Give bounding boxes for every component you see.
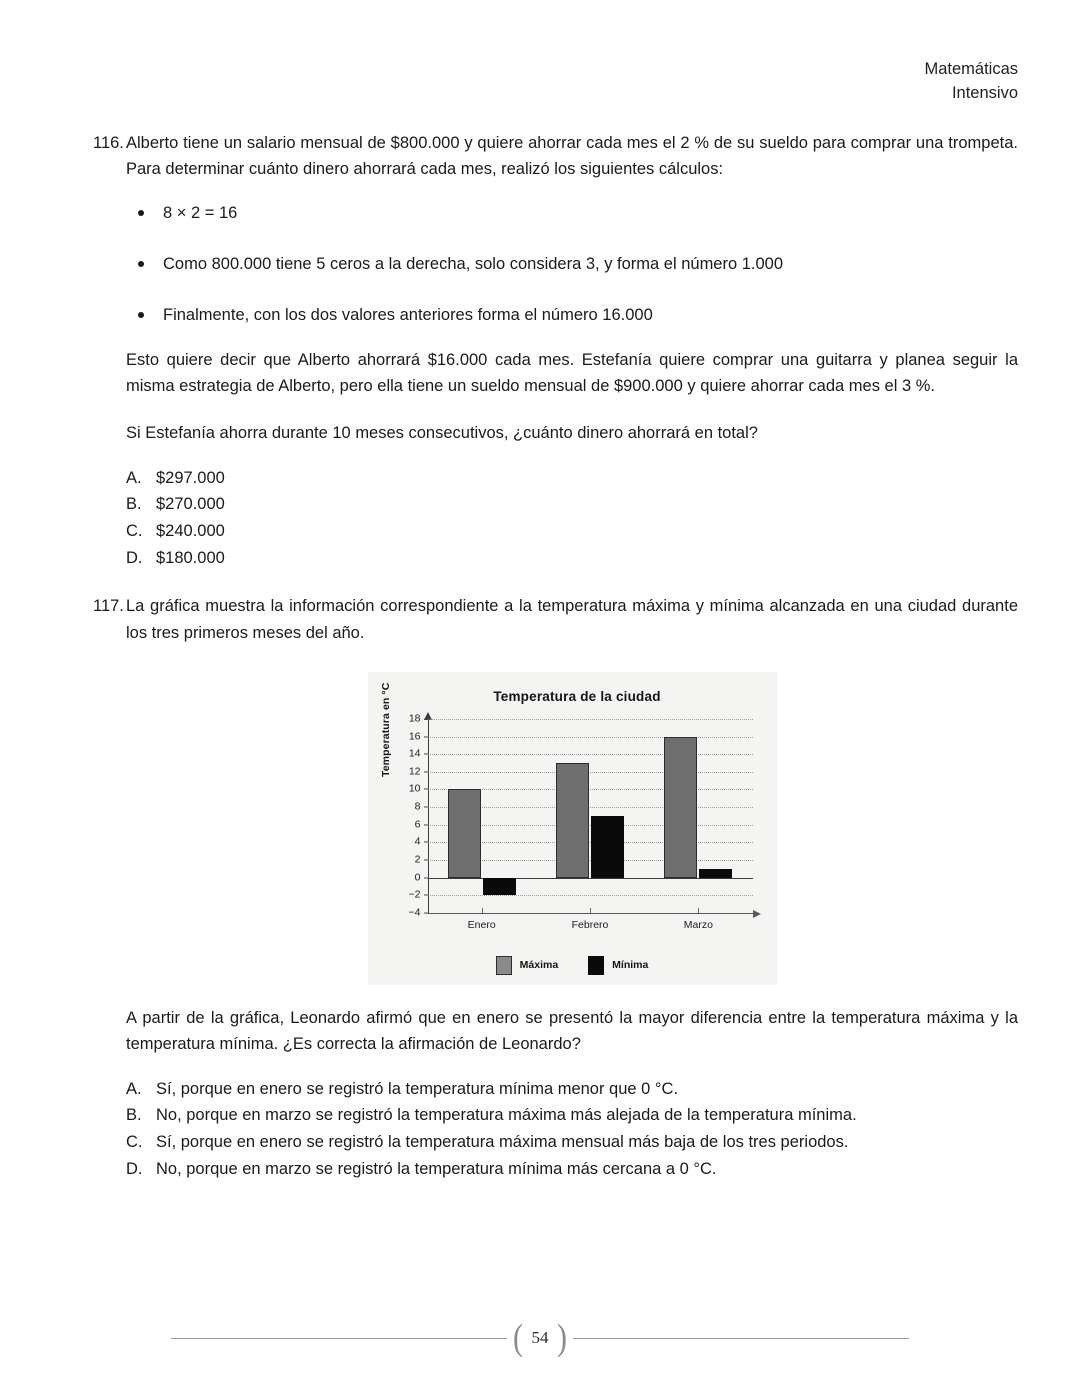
chart-y-tick-label: 6 — [414, 818, 421, 831]
chart-y-tick-mark — [424, 824, 429, 825]
question-116 — [93, 130, 1018, 571]
bullet-dot-icon — [138, 261, 144, 267]
option-d-text: $180.000 — [156, 548, 225, 567]
option-b-letter: B. — [126, 1106, 142, 1125]
legend-label-minima: Mínima — [612, 958, 649, 971]
option-b[interactable] — [126, 1102, 1018, 1129]
option-b-letter: B. — [126, 495, 142, 514]
chart-y-tick-label: 16 — [408, 730, 421, 743]
chart-bar-febrero-mínima — [591, 816, 624, 878]
chart-gridline — [428, 737, 753, 738]
chart-y-tick-label: 4 — [414, 836, 421, 849]
footer-rule-left — [171, 1338, 507, 1339]
chart-gridline — [428, 719, 753, 720]
chart-legend — [368, 956, 777, 975]
option-d-text: No, porque en marzo se registró la temperatura mínima más cercana a 0 °C. — [156, 1159, 717, 1178]
bullet-text: 8 × 2 = 16 — [163, 204, 238, 223]
chart-y-tick-label: −4 — [408, 906, 421, 919]
option-b-text: No, porque en marzo se registró la temperatura máxima más alejada de la temperatura mínima. — [156, 1106, 857, 1125]
chart-y-tick-label: 0 — [414, 871, 421, 884]
chart-x-tick-label-enero: Enero — [467, 919, 496, 932]
option-c[interactable] — [126, 518, 1018, 545]
question-116-options — [126, 465, 1018, 572]
chart-y-tick-label: −2 — [408, 888, 421, 901]
option-d-letter: D. — [126, 548, 143, 567]
option-d-letter: D. — [126, 1159, 143, 1178]
legend-item-minima — [588, 956, 648, 975]
chart-x-tick-mark — [590, 908, 591, 913]
list-item — [126, 201, 1018, 226]
chart-gridline — [428, 913, 753, 914]
chart-y-tick-mark — [424, 877, 429, 878]
header-program: Intensivo — [951, 83, 1018, 102]
bullet-dot-icon — [138, 210, 144, 216]
chart-axes — [408, 712, 753, 932]
temperature-bar-chart — [368, 672, 777, 985]
chart-y-tick-mark — [424, 789, 429, 790]
chart-gridline — [428, 878, 753, 879]
option-a[interactable] — [126, 1076, 1018, 1103]
option-c-letter: C. — [126, 522, 143, 540]
chart-y-tick-label: 8 — [414, 800, 421, 813]
chart-y-tick-mark — [424, 754, 429, 755]
chart-x-tick-label-marzo: Marzo — [683, 919, 713, 932]
option-c[interactable] — [126, 1129, 1018, 1156]
chart-x-tick-mark — [698, 908, 699, 913]
chart-gridline — [428, 754, 753, 755]
list-item — [126, 303, 1018, 328]
chart-y-tick-mark — [424, 718, 429, 719]
chart-y-tick-mark — [424, 842, 429, 843]
chart-y-axis-line — [428, 719, 429, 913]
list-item — [126, 252, 1018, 277]
chart-y-tick-mark — [424, 736, 429, 737]
chart-x-tick-mark — [482, 908, 483, 913]
bullet-text: Como 800.000 tiene 5 ceros a la derecha, solo considera 3, y forma el número 1.000 — [163, 254, 784, 273]
chart-bar-marzo-máxima — [664, 737, 697, 878]
page-number: 54 — [531, 1328, 549, 1347]
footer-brace-left-icon: ( — [513, 1316, 523, 1358]
question-117-number: 117. — [93, 597, 124, 616]
chart-bar-febrero-máxima — [556, 763, 589, 878]
chart-y-tick-label: 14 — [408, 747, 421, 760]
x-axis-arrow-icon — [753, 910, 761, 918]
question-117-stem: La gráfica muestra la información correspondiente a la temperatura máxima y mínima alcanzada en una ciudad durante los tres primeros meses del año. — [126, 597, 1018, 642]
footer-page-indicator — [507, 1316, 573, 1358]
legend-swatch-maxima-icon — [496, 956, 512, 975]
chart-container — [126, 672, 1018, 985]
legend-item-maxima — [496, 956, 559, 975]
option-b[interactable] — [126, 491, 1018, 518]
chart-y-tick-label: 2 — [414, 853, 421, 866]
question-117-options — [126, 1076, 1018, 1183]
footer-rule-right — [573, 1338, 909, 1339]
chart-y-tick-mark — [424, 859, 429, 860]
chart-title: Temperatura de la ciudad — [493, 688, 661, 704]
option-c-letter: C. — [126, 1133, 143, 1152]
question-116-bullet-list — [126, 201, 1018, 327]
option-b-text: $270.000 — [156, 495, 225, 514]
page-content — [93, 130, 1018, 1183]
chart-gridline — [428, 895, 753, 896]
option-a[interactable] — [126, 465, 1018, 492]
option-a-letter: A. — [126, 468, 142, 487]
bullet-dot-icon — [138, 312, 144, 318]
question-117 — [93, 593, 1018, 1182]
option-c-text: $240.000 — [156, 522, 225, 540]
question-116-paragraph-2: Si Estefanía ahorra durante 10 meses consecutivos, ¿cuánto dinero ahorrará en total? — [126, 423, 758, 442]
page-header — [924, 58, 1018, 106]
option-d[interactable] — [126, 1156, 1018, 1183]
question-116-number: 116. — [93, 134, 124, 152]
option-a-letter: A. — [126, 1079, 142, 1098]
chart-gridline — [428, 772, 753, 773]
chart-x-tick-label-febrero: Febrero — [571, 919, 609, 932]
chart-y-tick-label: 12 — [408, 765, 421, 778]
option-d[interactable] — [126, 545, 1018, 572]
header-subject: Matemáticas — [924, 60, 1018, 78]
page-footer — [0, 1316, 1080, 1358]
chart-y-tick-mark — [424, 807, 429, 808]
question-spacer — [93, 571, 1018, 593]
footer-brace-right-icon: ) — [557, 1316, 567, 1358]
option-a-text: Sí, porque en enero se registró la temperatura mínima menor que 0 °C. — [156, 1079, 679, 1098]
chart-bar-marzo-mínima — [699, 869, 732, 878]
bullet-text: Finalmente, con los dos valores anteriores forma el número 16.000 — [163, 305, 653, 324]
chart-y-tick-mark — [424, 895, 429, 896]
option-a-text: $297.000 — [156, 468, 225, 487]
chart-bar-enero-mínima — [483, 878, 516, 896]
chart-y-tick-label: 10 — [408, 783, 421, 796]
question-117-paragraph-1: A partir de la gráfica, Leonardo afirmó que en enero se presentó la mayor diferencia entre la temperatura máxima y la temperatura mínima. ¿Es correcta la afirmación de Leonardo? — [126, 1008, 1018, 1053]
chart-y-tick-mark — [424, 771, 429, 772]
question-116-stem: Alberto tiene un salario mensual de $800.000 y quiere ahorrar cada mes el 2 % de su sueldo para comprar una trompeta. Para determinar cuánto dinero ahorrará cada mes, realizó los siguientes cálculos: — [126, 134, 1018, 179]
option-c-text: Sí, porque en enero se registró la temperatura máxima mensual más baja de los tres periodos. — [156, 1133, 849, 1152]
chart-y-tick-label: 18 — [408, 712, 421, 725]
chart-y-axis-label: Temperatura en °C — [379, 682, 392, 777]
legend-swatch-minima-icon — [588, 956, 604, 975]
question-116-paragraph-1: Esto quiere decir que Alberto ahorrará $16.000 cada mes. Estefanía quiere comprar una guitarra y planea seguir la misma estrategia de Alberto, pero ella tiene un sueldo mensual de $900.000 y quiere ahorrar cada mes el 3 %. — [126, 351, 1018, 396]
chart-bar-enero-máxima — [448, 789, 481, 877]
legend-label-maxima: Máxima — [519, 958, 559, 971]
chart-y-tick-mark — [424, 912, 429, 913]
